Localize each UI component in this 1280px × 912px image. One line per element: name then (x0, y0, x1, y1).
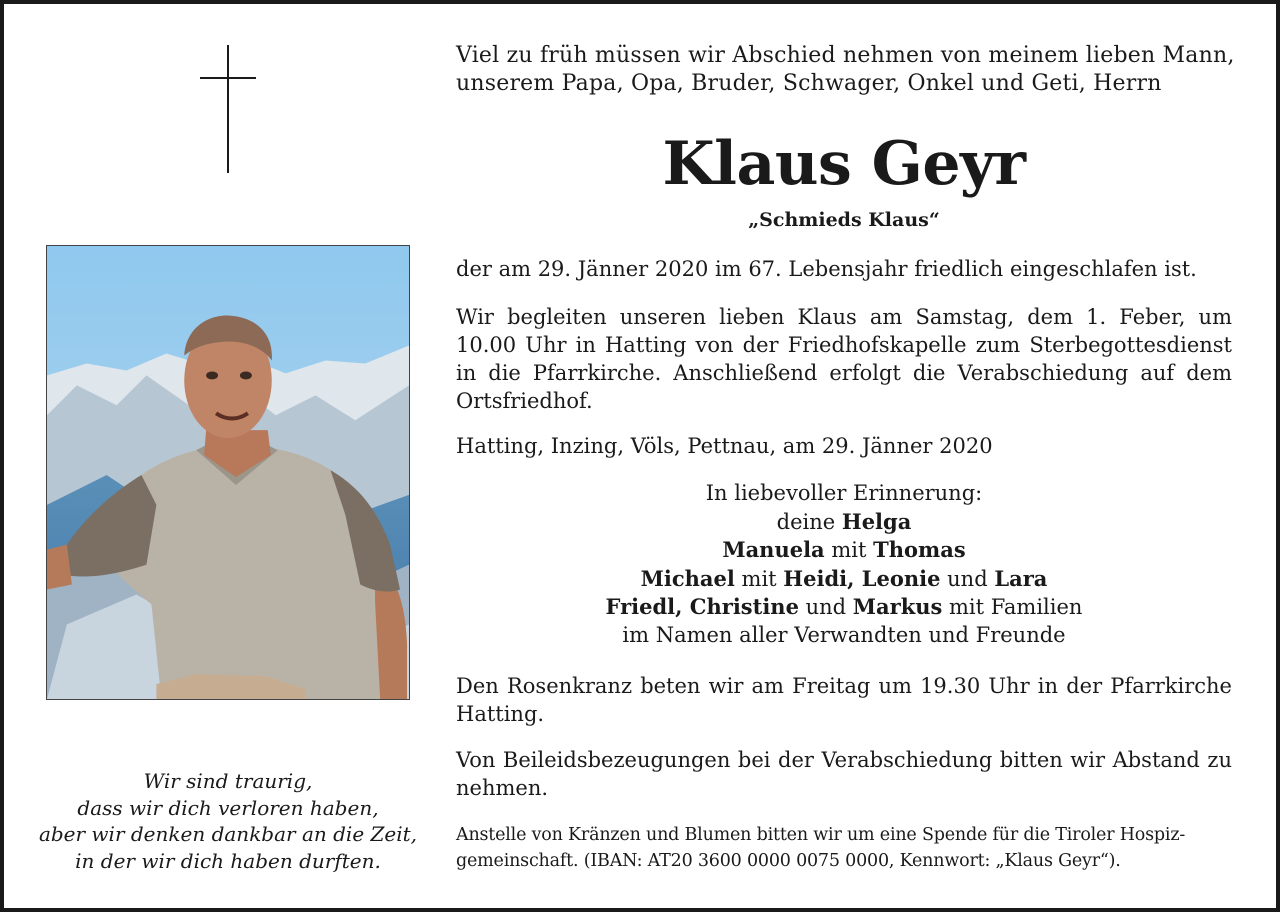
memory-line: Friedl, Christine und Markus mit Familien (605, 594, 1083, 619)
verse-line: Wir sind traurig, (143, 769, 313, 793)
memory-block (456, 480, 1232, 649)
rosary-text: Den Rosenkranz beten wir am Freitag um 19.30 Uhr in der Pfarrkirche Hatting. (456, 674, 1232, 726)
memory-closing: im Namen aller Verwandten und Freunde (622, 622, 1066, 647)
cross-icon (200, 45, 256, 173)
condolence-text: Von Beileidsbezeugungen bei der Verabschiedung bitten wir Abstand zu nehmen. (456, 748, 1232, 800)
verse (20, 768, 436, 874)
portrait-illustration (47, 246, 409, 699)
passing-text: der am 29. Jänner 2020 im 67. Lebensjahr friedlich eingeschlafen ist. (456, 257, 1197, 281)
donation-note (456, 822, 1232, 874)
memory-heading: In liebevoller Erinnerung: (705, 481, 983, 505)
intro-line: unserem Papa, Opa, Bruder, Schwager, Onkel und Geti, Herrn (456, 71, 1162, 96)
funeral-text: Wir begleiten unseren lieben Klaus am Samstag, dem 1. Feber, um 10.00 Uhr in Hatting von der Friedhofskapelle zum Sterbegottesdienst in die Pfarrkirche. Anschließend erfolgt die Verabschiedung auf dem Ortsfriedhof. (456, 305, 1232, 413)
intro-text (456, 42, 1235, 98)
verse-line: in der wir dich haben durften. (75, 848, 381, 873)
donation-line: gemeinschaft. (IBAN: AT20 3600 0000 0075 0000, Kennwort: „Klaus Geyr“). (456, 851, 1121, 871)
verse-line: aber wir denken dankbar an die Zeit, (38, 822, 418, 846)
donation-line: Anstelle von Kränzen und Blumen bitten wir um eine Spende für die Tiroler Hospiz- (456, 825, 1186, 845)
place-date: Hatting, Inzing, Völs, Pettnau, am 29. Jänner 2020 (456, 434, 993, 458)
deceased-name: Klaus Geyr (662, 129, 1026, 199)
verse-line: dass wir dich verloren haben, (77, 795, 379, 820)
memory-line: deine Helga (776, 508, 912, 534)
memory-line: Manuela mit Thomas (722, 537, 966, 562)
portrait-photo (46, 245, 410, 700)
intro-line: Viel zu früh müssen wir Abschied nehmen von meinem lieben Mann, (456, 43, 1235, 68)
deceased-nickname: „Schmieds Klaus“ (748, 209, 940, 231)
memory-line: Michael mit Heidi, Leonie und Lara (640, 565, 1048, 591)
